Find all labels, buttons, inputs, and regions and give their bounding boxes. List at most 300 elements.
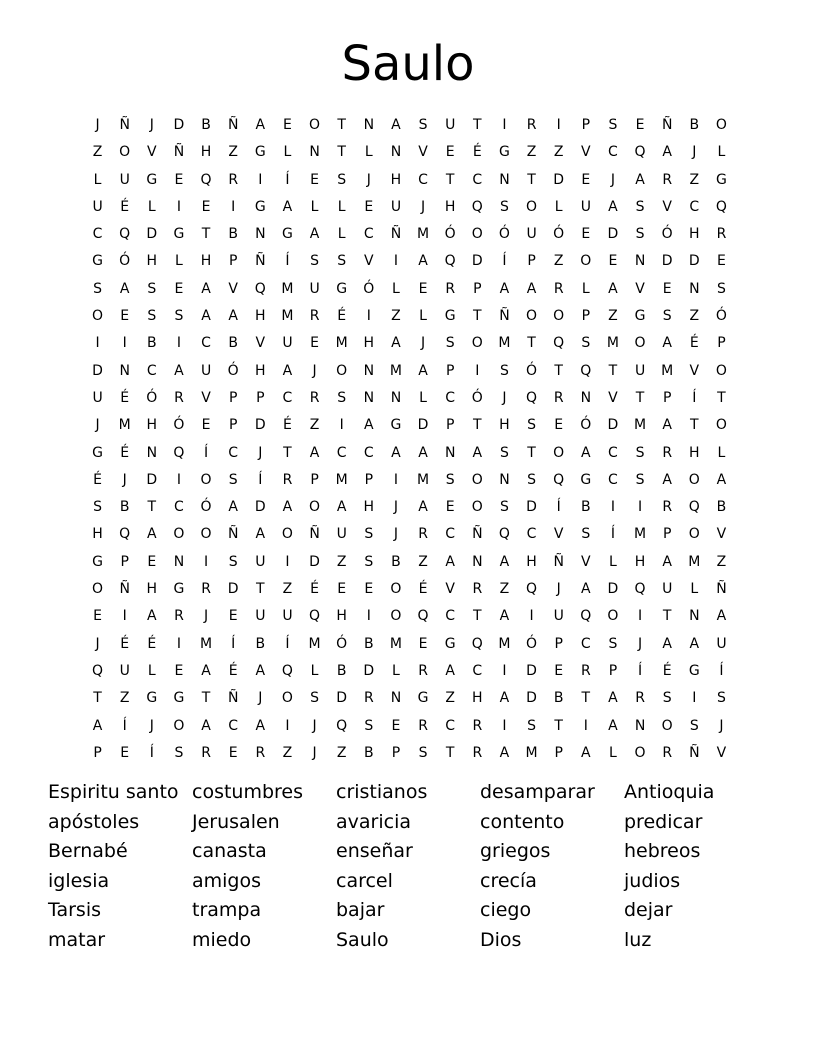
- word-list: [48, 778, 788, 956]
- grid-letter: O: [390, 581, 402, 598]
- grid-letter: L: [337, 226, 346, 243]
- grid-letter: L: [310, 662, 319, 679]
- grid-letter: P: [228, 417, 238, 434]
- grid-letter: I: [583, 717, 588, 734]
- grid-letter: Í: [122, 717, 127, 734]
- grid-letter: E: [228, 744, 238, 761]
- grid-letter: A: [391, 444, 401, 461]
- grid-letter: J: [420, 198, 426, 215]
- grid-letter: B: [147, 335, 157, 352]
- grid-letter: H: [146, 417, 158, 434]
- grid-letter: U: [92, 389, 103, 406]
- grid-letter: R: [472, 581, 483, 598]
- grid-letter: R: [418, 662, 428, 679]
- grid-letter: U: [282, 335, 293, 352]
- grid-letter: H: [200, 253, 212, 270]
- grid-letter: E: [147, 553, 157, 570]
- grid-letter: P: [391, 744, 401, 761]
- grid-letter: S: [364, 717, 374, 734]
- grid-letter: S: [581, 526, 591, 543]
- grid-letter: D: [173, 117, 185, 133]
- word-list-item: iglesia: [48, 869, 110, 892]
- grid-letter: S: [93, 280, 102, 297]
- grid-row: [84, 139, 735, 166]
- grid-letter: H: [390, 171, 402, 188]
- grid-letter: A: [499, 608, 510, 625]
- grid-letter: Q: [498, 526, 510, 543]
- grid-letter: B: [553, 690, 564, 707]
- grid-letter: J: [95, 117, 100, 133]
- grid-letter: D: [661, 253, 673, 270]
- grid-letter: C: [363, 444, 374, 461]
- grid-letter: U: [716, 635, 727, 652]
- grid-letter: A: [418, 444, 428, 461]
- grid-letter: T: [256, 581, 265, 598]
- grid-row: [84, 194, 735, 221]
- grid-letter: C: [418, 171, 428, 188]
- grid-letter: É: [337, 308, 347, 325]
- grid-letter: R: [716, 226, 727, 243]
- grid-letter: I: [502, 662, 507, 679]
- grid-letter: N: [173, 553, 185, 570]
- grid-letter: Q: [173, 444, 185, 461]
- grid-letter: A: [418, 362, 428, 379]
- grid-letter: L: [337, 198, 346, 215]
- grid-letter: S: [228, 553, 238, 570]
- grid-letter: L: [310, 198, 319, 215]
- grid-letter: A: [418, 499, 428, 516]
- grid-letter: R: [662, 444, 673, 461]
- grid-letter: S: [310, 253, 319, 270]
- grid-letter: Z: [526, 144, 537, 161]
- grid-letter: G: [254, 144, 266, 161]
- grid-letter: M: [525, 744, 538, 761]
- grid-letter: Í: [610, 526, 615, 543]
- grid-letter: H: [444, 198, 456, 215]
- grid-letter: B: [364, 744, 374, 761]
- grid-letter: A: [228, 499, 238, 516]
- grid-letter: E: [310, 335, 319, 352]
- grid-letter: I: [231, 198, 236, 215]
- grid-letter: G: [499, 144, 510, 161]
- grid-letter: S: [662, 690, 672, 707]
- grid-letter: O: [200, 471, 212, 488]
- grid-letter: P: [581, 117, 591, 133]
- grid-letter: Z: [228, 144, 238, 161]
- grid-letter: O: [309, 499, 321, 516]
- grid-letter: R: [282, 471, 293, 488]
- grid-letter: Q: [715, 198, 727, 215]
- grid-letter: G: [173, 226, 185, 243]
- word-list-item: luz: [624, 928, 652, 951]
- grid-letter: A: [201, 717, 211, 734]
- grid-letter: A: [445, 553, 455, 570]
- grid-letter: H: [255, 362, 266, 379]
- grid-letter: B: [716, 499, 727, 516]
- grid-letter: S: [147, 308, 157, 325]
- grid-letter: R: [472, 744, 483, 761]
- grid-letter: L: [609, 553, 617, 570]
- grid-letter: P: [93, 744, 102, 761]
- grid-letter: O: [634, 744, 646, 761]
- grid-letter: Z: [92, 144, 103, 161]
- grid-letter: E: [283, 117, 292, 133]
- grid-letter: O: [336, 362, 348, 379]
- word-list-item: carcel: [336, 869, 393, 892]
- grid-letter: I: [366, 608, 371, 625]
- grid-letter: Q: [688, 499, 700, 516]
- grid-letter: T: [337, 117, 346, 133]
- grid-letter: A: [255, 526, 266, 543]
- grid-letter: S: [364, 526, 374, 543]
- grid-letter: V: [581, 144, 591, 161]
- grid-letter: V: [228, 280, 238, 297]
- grid-letter: G: [173, 581, 185, 598]
- grid-letter: A: [662, 553, 672, 570]
- grid-letter: C: [201, 335, 211, 352]
- letter-grid: [84, 112, 735, 767]
- grid-letter: T: [201, 226, 211, 243]
- grid-letter: T: [337, 144, 346, 161]
- grid-letter: I: [285, 553, 290, 570]
- grid-letter: O: [390, 608, 402, 625]
- grid-letter: A: [147, 526, 157, 543]
- grid-letter: T: [717, 389, 726, 406]
- grid-letter: O: [607, 608, 619, 625]
- word-list-item: Saulo: [336, 928, 389, 951]
- grid-letter: C: [526, 526, 537, 543]
- grid-letter: T: [283, 444, 292, 461]
- grid-letter: C: [689, 198, 700, 215]
- grid-letter: Í: [149, 744, 154, 761]
- grid-letter: É: [120, 389, 130, 406]
- grid-letter: S: [174, 308, 184, 325]
- grid-letter: I: [122, 608, 127, 625]
- grid-letter: M: [308, 635, 321, 652]
- grid-letter: S: [174, 744, 184, 761]
- grid-letter: Z: [282, 744, 293, 761]
- grid-letter: R: [418, 717, 428, 734]
- grid-letter: Ñ: [173, 144, 185, 161]
- grid-letter: S: [418, 744, 428, 761]
- grid-letter: Ó: [336, 635, 348, 652]
- grid-letter: N: [634, 253, 646, 270]
- grid-letter: S: [716, 280, 726, 297]
- grid-letter: D: [309, 553, 320, 570]
- grid-letter: J: [393, 526, 398, 543]
- grid-letter: V: [662, 198, 672, 215]
- grid-letter: D: [254, 499, 266, 516]
- grid-letter: Ó: [715, 308, 727, 325]
- grid-letter: Ó: [119, 253, 131, 270]
- grid-letter: A: [499, 553, 510, 570]
- grid-letter: Ó: [580, 417, 592, 434]
- grid-letter: É: [228, 662, 238, 679]
- grid-letter: R: [553, 280, 564, 297]
- grid-letter: N: [363, 117, 375, 133]
- grid-letter: R: [201, 581, 211, 598]
- grid-letter: M: [335, 335, 348, 352]
- grid-letter: Í: [258, 471, 263, 488]
- grid-letter: D: [92, 362, 103, 379]
- grid-letter: I: [556, 117, 561, 133]
- grid-letter: É: [120, 444, 130, 461]
- grid-letter: L: [147, 198, 156, 215]
- grid-letter: N: [363, 362, 375, 379]
- grid-letter: A: [472, 444, 483, 461]
- grid-letter: N: [255, 226, 266, 243]
- grid-letter: Q: [553, 471, 565, 488]
- grid-letter: T: [93, 690, 102, 707]
- grid-letter: Z: [553, 253, 564, 270]
- grid-letter: A: [608, 280, 618, 297]
- word-list-item: amigos: [192, 869, 262, 892]
- grid-row: [84, 713, 735, 740]
- grid-letter: J: [502, 389, 507, 406]
- grid-letter: J: [556, 581, 561, 598]
- grid-letter: O: [281, 526, 293, 543]
- grid-letter: O: [119, 144, 131, 161]
- grid-letter: E: [418, 280, 428, 297]
- grid-letter: I: [610, 499, 615, 516]
- grid-letter: C: [174, 499, 184, 516]
- word-list-item: hebreos: [624, 840, 701, 863]
- grid-letter: R: [553, 389, 564, 406]
- grid-letter: A: [716, 471, 727, 488]
- grid-letter: R: [635, 690, 645, 707]
- grid-letter: C: [445, 717, 456, 734]
- grid-letter: P: [256, 389, 265, 406]
- grid-letter: G: [390, 417, 402, 434]
- grid-letter: L: [609, 744, 617, 761]
- grid-letter: Ñ: [499, 308, 510, 325]
- grid-letter: B: [228, 226, 238, 243]
- grid-letter: B: [391, 553, 401, 570]
- grid-letter: Í: [203, 444, 209, 461]
- grid-letter: A: [499, 690, 510, 707]
- grid-letter: G: [173, 690, 185, 707]
- grid-letter: T: [662, 608, 672, 625]
- grid-letter: Z: [716, 553, 727, 570]
- grid-letter: Z: [608, 308, 618, 325]
- grid-letter: Í: [692, 389, 697, 406]
- grid-letter: J: [719, 717, 724, 734]
- grid-row: [84, 167, 735, 194]
- grid-letter: S: [608, 635, 618, 652]
- grid-letter: N: [689, 608, 700, 625]
- word-list-item: Tarsis: [48, 899, 101, 922]
- grid-letter: S: [499, 362, 509, 379]
- grid-letter: E: [120, 308, 130, 325]
- grid-letter: M: [498, 335, 511, 352]
- grid-letter: Q: [580, 608, 592, 625]
- grid-letter: A: [608, 198, 618, 215]
- grid-letter: I: [393, 471, 398, 488]
- grid-letter: Ó: [200, 499, 212, 516]
- grid-letter: L: [364, 144, 373, 161]
- grid-letter: Z: [282, 581, 293, 598]
- grid-letter: L: [392, 280, 400, 297]
- grid-letter: Ñ: [227, 690, 239, 707]
- grid-letter: D: [526, 499, 537, 516]
- grid-letter: D: [553, 171, 565, 188]
- grid-letter: O: [92, 581, 104, 598]
- grid-letter: I: [176, 471, 181, 488]
- grid-letter: N: [309, 144, 320, 161]
- grid-letter: A: [608, 690, 618, 707]
- grid-row: [84, 685, 735, 712]
- grid-letter: T: [201, 690, 211, 707]
- grid-letter: I: [122, 335, 127, 352]
- grid-letter: S: [499, 499, 509, 516]
- grid-letter: T: [527, 444, 536, 461]
- grid-letter: Z: [445, 690, 455, 707]
- grid-letter: V: [445, 581, 455, 598]
- grid-letter: U: [255, 553, 266, 570]
- grid-letter: A: [716, 608, 727, 625]
- grid-letter: Ó: [363, 280, 375, 297]
- grid-letter: V: [716, 526, 727, 543]
- grid-letter: P: [310, 471, 319, 488]
- grid-letter: A: [391, 335, 401, 352]
- grid-letter: N: [634, 717, 646, 734]
- grid-letter: E: [93, 608, 102, 625]
- grid-letter: J: [610, 171, 615, 188]
- grid-letter: S: [581, 335, 591, 352]
- grid-letter: T: [608, 362, 618, 379]
- grid-letter: M: [335, 471, 348, 488]
- grid-letter: G: [254, 198, 266, 215]
- grid-letter: M: [281, 308, 294, 325]
- grid-letter: D: [607, 417, 619, 434]
- grid-letter: O: [526, 198, 538, 215]
- grid-letter: Z: [336, 744, 347, 761]
- grid-letter: J: [312, 717, 317, 734]
- grid-letter: N: [689, 280, 700, 297]
- grid-letter: R: [662, 744, 673, 761]
- grid-letter: H: [689, 226, 700, 243]
- grid-letter: H: [200, 144, 212, 161]
- grid-letter: V: [418, 144, 428, 161]
- grid-letter: Q: [526, 389, 538, 406]
- grid-letter: U: [200, 362, 212, 379]
- grid-letter: L: [581, 280, 590, 297]
- grid-letter: É: [283, 417, 292, 434]
- grid-letter: Z: [336, 553, 347, 570]
- grid-letter: E: [228, 608, 238, 625]
- grid-letter: E: [554, 417, 564, 434]
- grid-letter: U: [255, 608, 266, 625]
- grid-letter: R: [662, 171, 673, 188]
- grid-letter: T: [445, 171, 455, 188]
- grid-letter: B: [201, 117, 211, 133]
- grid-letter: E: [418, 635, 428, 652]
- grid-letter: E: [174, 280, 184, 297]
- grid-letter: H: [499, 417, 510, 434]
- grid-letter: O: [553, 308, 565, 325]
- grid-letter: B: [119, 499, 130, 516]
- word-list-item: crecía: [480, 869, 537, 892]
- grid-letter: P: [228, 253, 238, 270]
- grid-letter: É: [689, 335, 699, 352]
- grid-letter: I: [176, 198, 181, 215]
- grid-letter: O: [471, 335, 483, 352]
- grid-letter: T: [445, 744, 455, 761]
- word-list-item: griegos: [480, 840, 551, 863]
- grid-letter: V: [608, 389, 618, 406]
- grid-letter: M: [417, 226, 430, 243]
- grid-letter: A: [635, 171, 645, 188]
- grid-letter: H: [336, 608, 347, 625]
- grid-letter: Ñ: [661, 117, 673, 133]
- grid-letter: N: [146, 444, 158, 461]
- grid-letter: C: [445, 608, 456, 625]
- grid-letter: D: [607, 581, 619, 598]
- grid-letter: O: [281, 690, 293, 707]
- grid-letter: J: [203, 608, 209, 625]
- grid-letter: Í: [502, 253, 507, 270]
- grid-letter: Z: [391, 308, 401, 325]
- grid-letter: R: [174, 608, 184, 625]
- grid-letter: D: [607, 226, 619, 243]
- grid-letter: C: [608, 471, 618, 488]
- grid-letter: U: [92, 198, 103, 215]
- grid-letter: J: [312, 744, 317, 761]
- grid-letter: S: [337, 389, 347, 406]
- grid-letter: Ó: [498, 226, 510, 243]
- grid-letter: E: [581, 171, 591, 188]
- grid-letter: É: [93, 471, 102, 488]
- grid-letter: C: [445, 526, 456, 543]
- word-list-item: Dios: [480, 928, 522, 951]
- word-list-item: Antioquia: [624, 781, 715, 803]
- grid-letter: A: [445, 662, 455, 679]
- grid-letter: O: [471, 471, 483, 488]
- grid-letter: U: [119, 662, 130, 679]
- word-list-item: contento: [480, 810, 565, 833]
- grid-letter: Ñ: [255, 253, 266, 270]
- grid-letter: B: [228, 335, 238, 352]
- grid-letter: E: [120, 744, 130, 761]
- grid-letter: U: [119, 171, 130, 188]
- grid-letter: G: [417, 690, 429, 707]
- grid-letter: Ñ: [472, 526, 483, 543]
- grid-letter: C: [608, 144, 618, 161]
- grid-letter: C: [228, 444, 239, 461]
- grid-row: [84, 631, 735, 658]
- grid-letter: A: [201, 308, 211, 325]
- grid-letter: R: [363, 690, 374, 707]
- grid-letter: C: [336, 444, 347, 461]
- grid-letter: Q: [281, 662, 293, 679]
- grid-letter: H: [689, 444, 700, 461]
- grid-letter: É: [472, 144, 482, 161]
- grid-letter: Q: [92, 662, 104, 679]
- grid-letter: O: [715, 117, 727, 133]
- grid-letter: M: [389, 362, 402, 379]
- grid-letter: V: [553, 526, 564, 543]
- grid-letter: D: [146, 471, 158, 488]
- grid-row: [84, 276, 735, 303]
- grid-letter: E: [608, 253, 618, 270]
- grid-letter: G: [634, 308, 646, 325]
- grid-letter: C: [146, 362, 157, 379]
- grid-letter: Q: [553, 335, 565, 352]
- grid-letter: R: [255, 744, 266, 761]
- grid-letter: O: [688, 471, 700, 488]
- grid-letter: A: [391, 117, 401, 133]
- grid-letter: E: [662, 280, 672, 297]
